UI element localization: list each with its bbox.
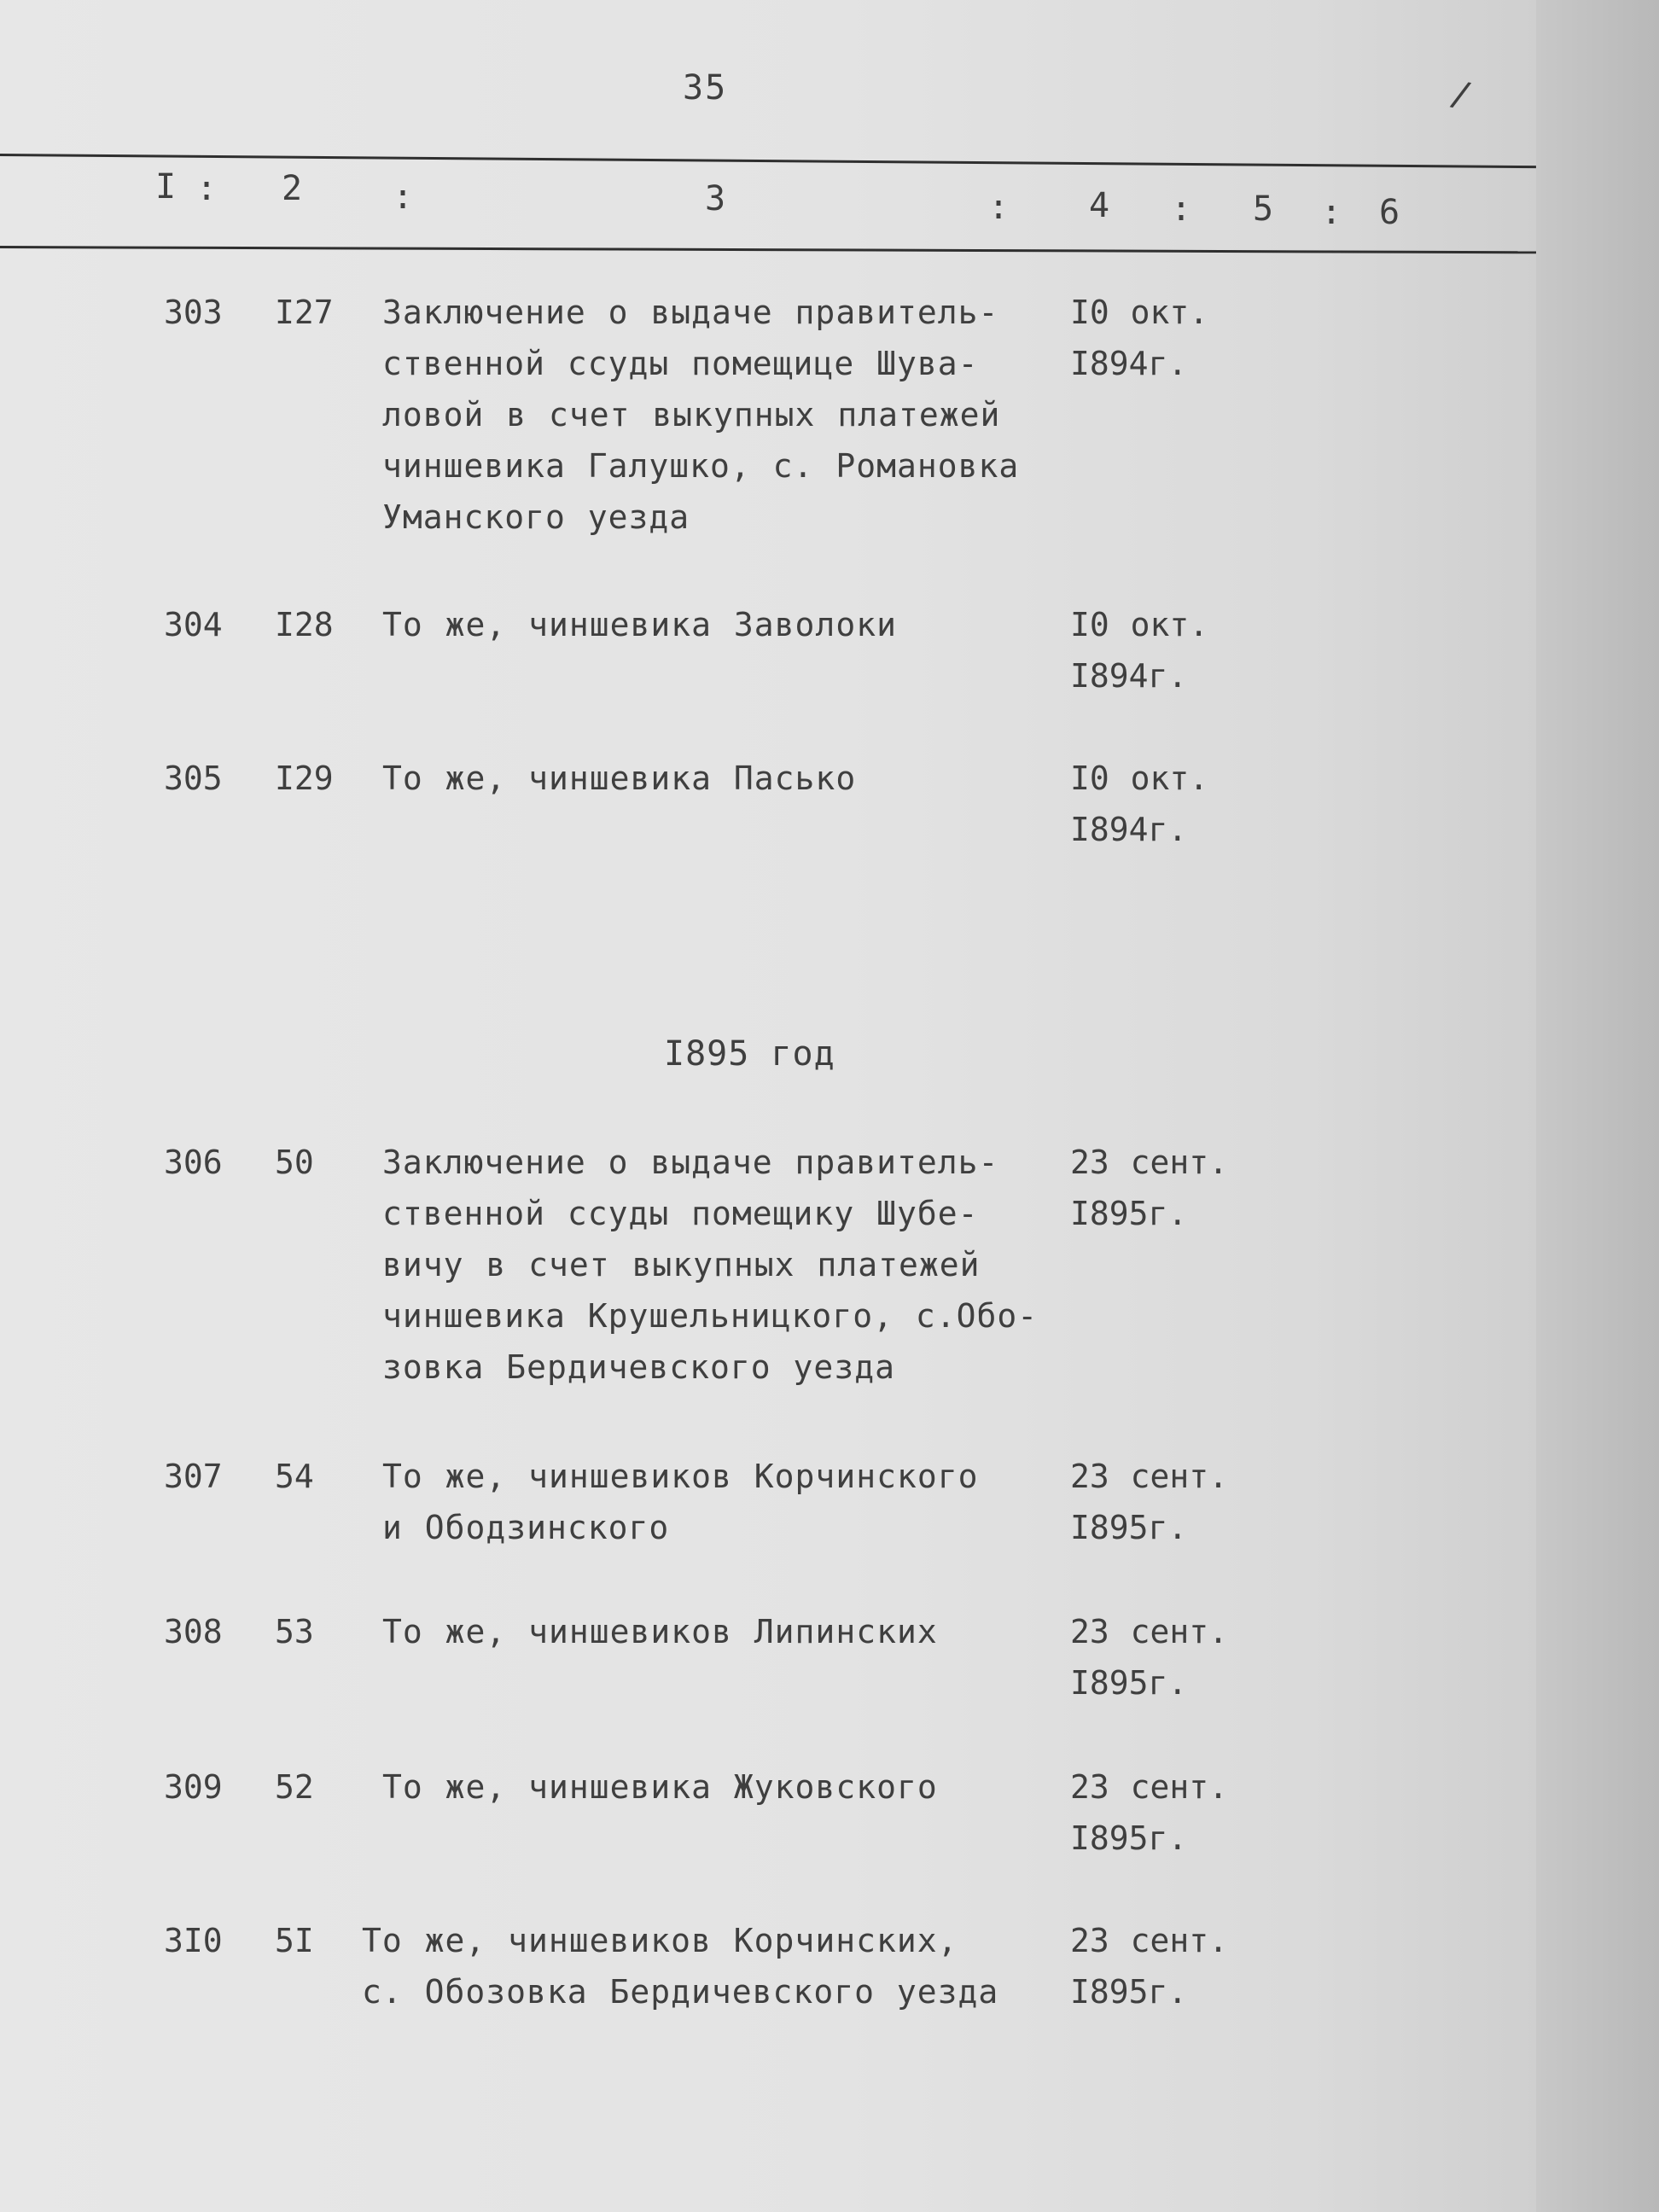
column-separator: : xyxy=(393,178,414,217)
record-number: 306 xyxy=(164,1144,223,1181)
record-inventory-number: 50 xyxy=(275,1144,314,1181)
record-date: I0 окт. I894г. xyxy=(1070,294,1209,382)
record-number: 3I0 xyxy=(164,1922,223,1959)
record-number: 309 xyxy=(164,1768,223,1806)
record-number: 303 xyxy=(164,294,223,331)
header-bottom-rule xyxy=(0,246,1536,253)
record-number: 305 xyxy=(164,760,223,797)
record-inventory-number: 53 xyxy=(275,1613,314,1650)
record-description: То же, чиншевиков Корчинского и Ободзинского xyxy=(382,1458,979,1546)
record-description: Заключение о выдаче правитель- ственной ссуды помещице Шува- ловой в счет выкупных платежей чиншевика Галушко, с. Романовка Уманского уезда xyxy=(382,294,1020,536)
record-date: 23 сент. I895г. xyxy=(1070,1144,1229,1232)
record-date: 23 сент. I895г. xyxy=(1070,1768,1229,1857)
column-separator: : xyxy=(988,188,1010,227)
section-year-heading: I895 год xyxy=(664,1034,835,1074)
column-header-2: 2 xyxy=(282,169,303,208)
record-number: 307 xyxy=(164,1458,223,1495)
record-description: То же, чиншевика Пасько xyxy=(382,760,857,797)
record-date: I0 окт. I894г. xyxy=(1070,606,1209,695)
page-number: 35 xyxy=(683,68,728,108)
record-date: I0 окт. I894г. xyxy=(1070,760,1209,848)
record-description: То же, чиншевиков Липинских xyxy=(382,1613,938,1650)
record-number: 304 xyxy=(164,606,223,643)
record-description: То же, чиншевика Заволоки xyxy=(382,606,897,643)
record-date: 23 сент. I895г. xyxy=(1070,1613,1229,1702)
record-description: Заключение о выдаче правитель- ственной ссуды помещику Шубе- вичу в счет выкупных платежей чиншевика Крушельницкого, с.Обо- зовка Бердичевского уезда xyxy=(382,1144,1039,1386)
record-inventory-number: 5I xyxy=(275,1922,314,1959)
column-header-3: 3 xyxy=(705,179,726,218)
record-date: 23 сент. I895г. xyxy=(1070,1922,1229,2011)
record-inventory-number: 52 xyxy=(275,1768,314,1806)
record-inventory-number: I27 xyxy=(275,294,334,331)
record-inventory-number: I28 xyxy=(275,606,334,643)
record-date: 23 сент. I895г. xyxy=(1070,1458,1229,1546)
record-inventory-number: I29 xyxy=(275,760,334,797)
record-description: То же, чиншевика Жуковского xyxy=(382,1768,938,1806)
record-description: То же, чиншевиков Корчинских, с. Обозовка Бердичевского уезда xyxy=(362,1922,999,2011)
column-header-1: I xyxy=(155,167,177,207)
scan-background-edge xyxy=(1536,0,1659,2212)
column-header-6: 6 xyxy=(1379,193,1400,232)
corner-mark: / xyxy=(1447,73,1476,117)
column-separator: : xyxy=(196,169,218,208)
record-inventory-number: 54 xyxy=(275,1458,314,1495)
record-number: 308 xyxy=(164,1613,223,1650)
column-separator: : xyxy=(1321,193,1342,232)
column-separator: : xyxy=(1171,189,1192,229)
header-top-rule xyxy=(0,154,1536,168)
column-header-4: 4 xyxy=(1089,186,1110,225)
column-header-5: 5 xyxy=(1253,189,1274,229)
